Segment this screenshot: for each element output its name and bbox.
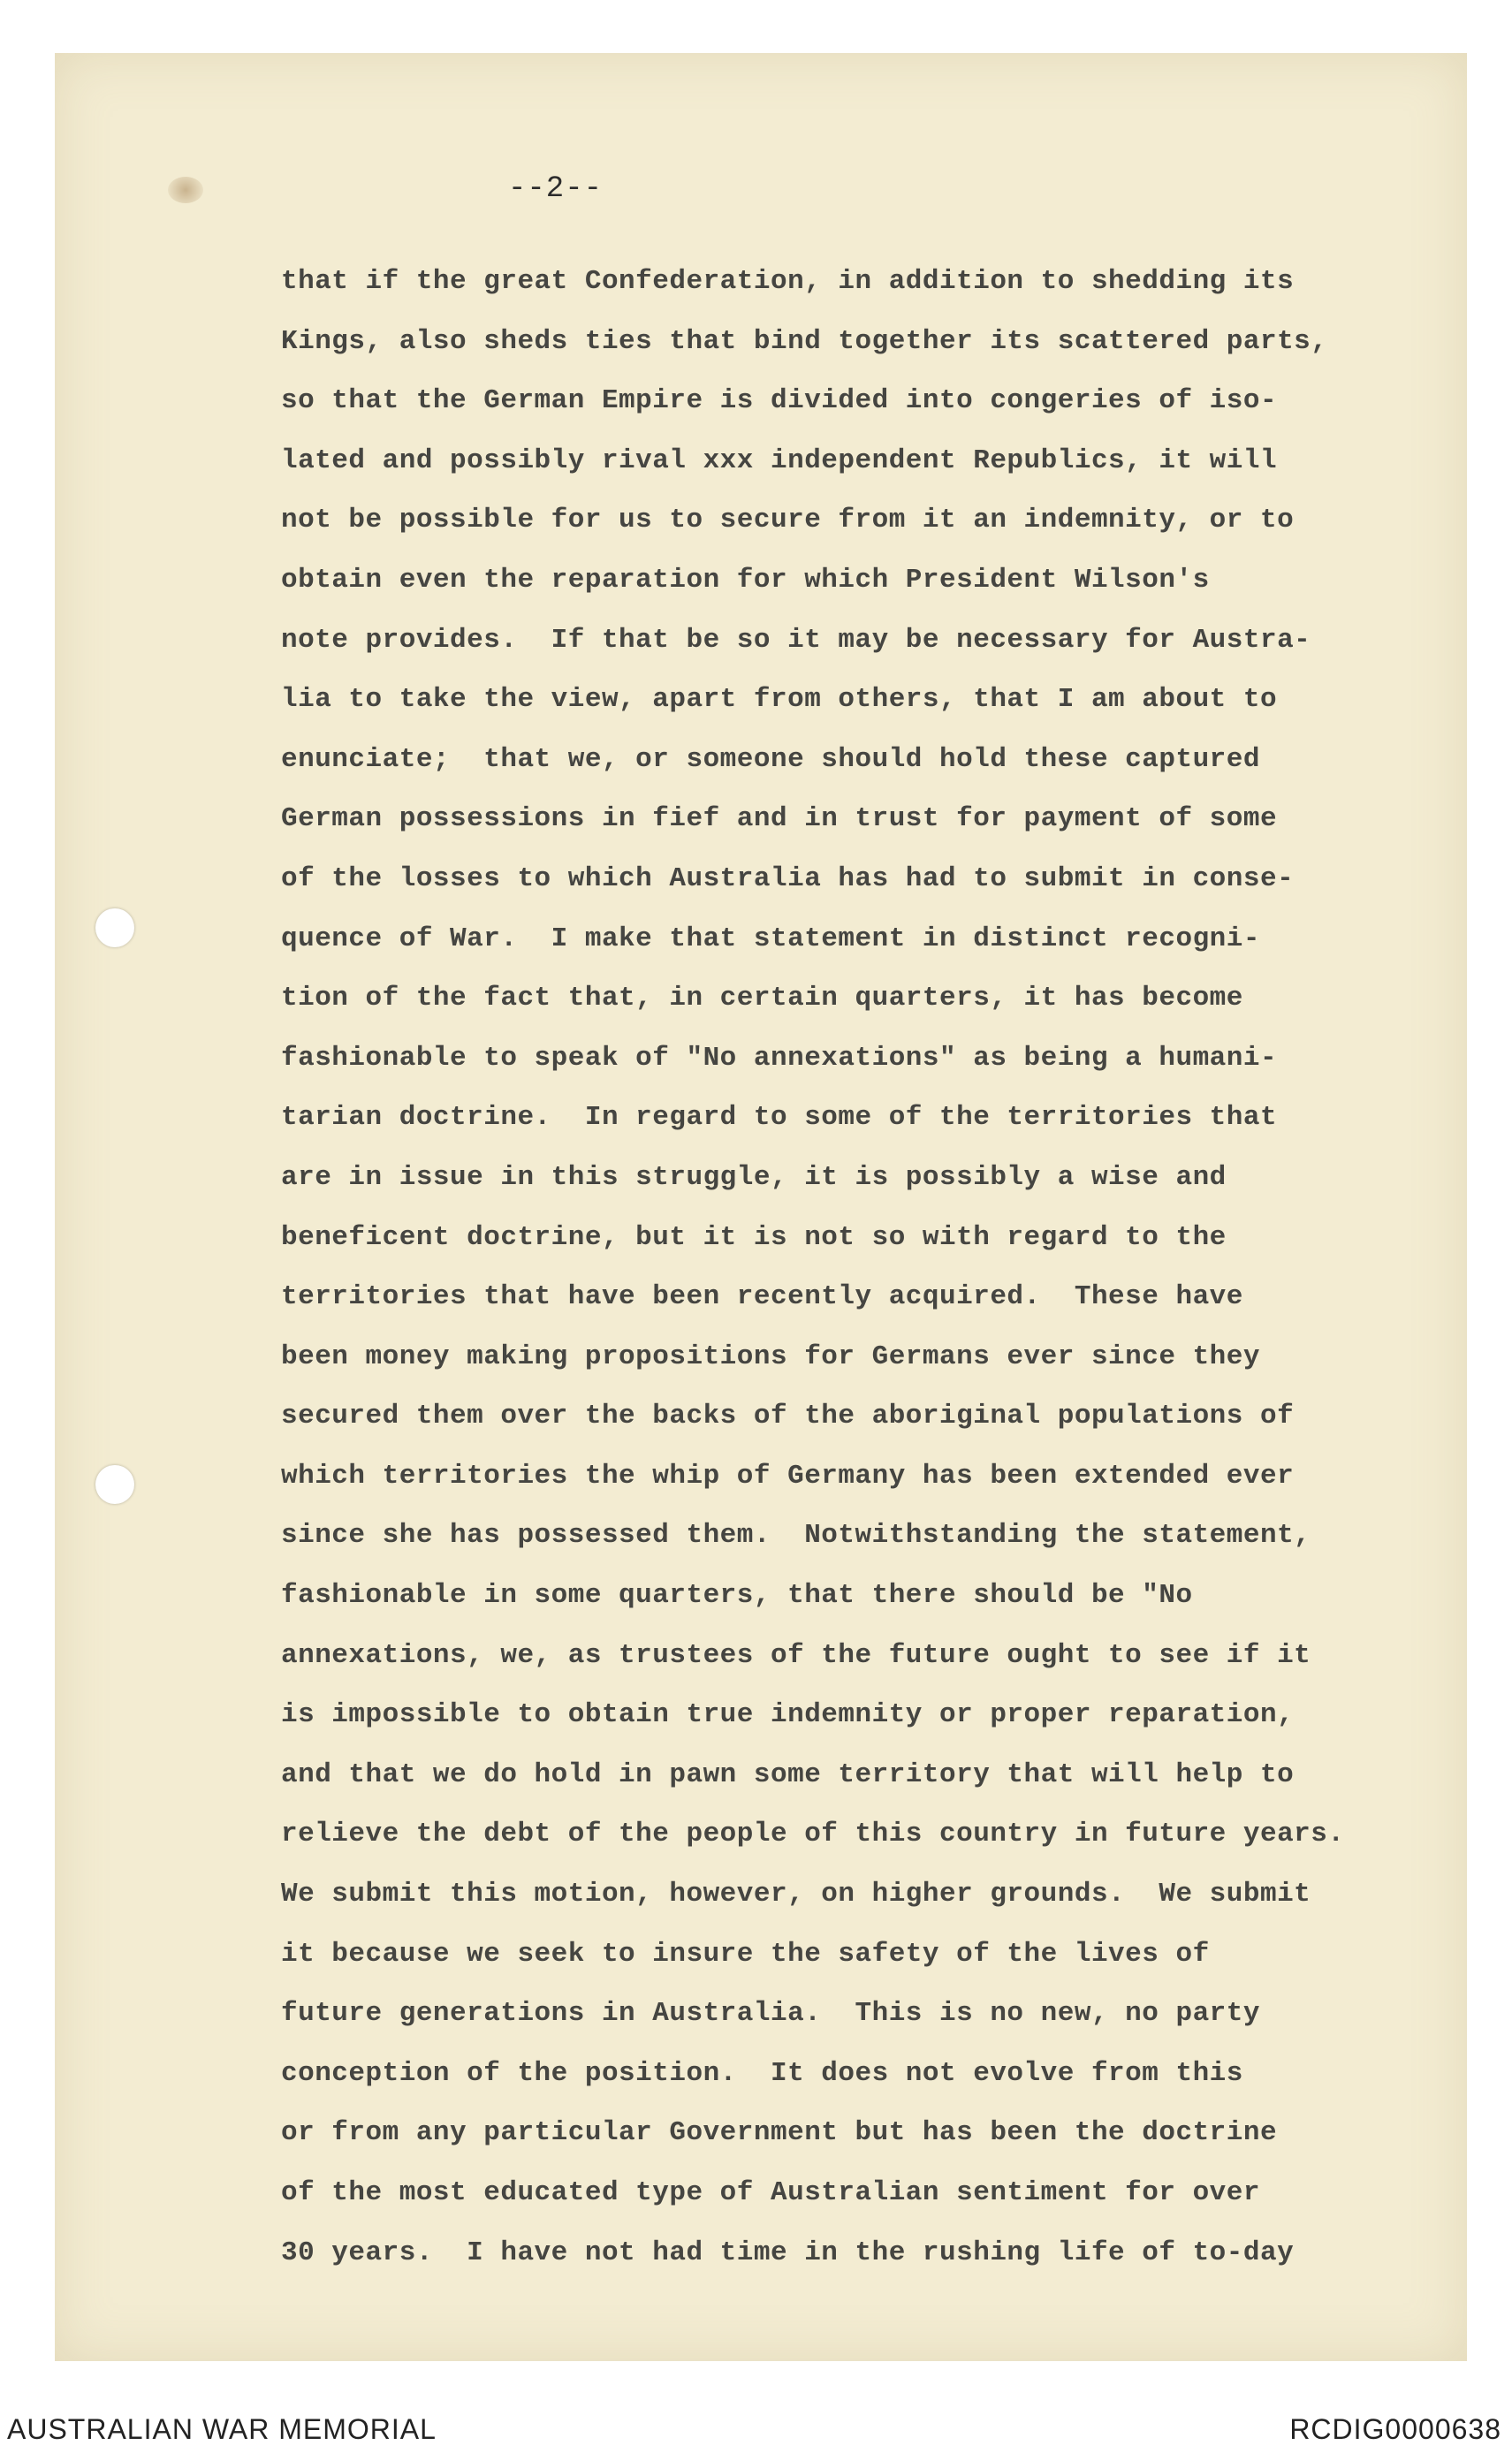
text-line: since she has possessed them. Notwithstanding the statement,: [281, 1520, 1311, 1552]
text-line: obtain even the reparation for which President Wilson's: [281, 564, 1210, 596]
text-line: lated and possibly rival xxx independent Republics, it will: [281, 444, 1278, 476]
typed-body-text: [281, 252, 1412, 2282]
text-line: not be possible for us to secure from it an indemnity, or to: [281, 505, 1295, 536]
text-line: which territories the whip of Germany has been extended ever: [281, 1460, 1295, 1492]
punch-hole-lower: [95, 1465, 134, 1504]
text-line: beneficent doctrine, but it is not so with regard to the: [281, 1221, 1227, 1253]
text-line: quence of War. I make that statement in distinct recogni-: [281, 923, 1260, 954]
text-line: so that the German Empire is divided into congeries of iso-: [281, 385, 1278, 417]
text-line: We submit this motion, however, on higher grounds. We submit: [281, 1879, 1311, 1910]
archive-name: AUSTRALIAN WAR MEMORIAL: [7, 2413, 437, 2445]
text-line: note provides. If that be so it may be necessary for Austra-: [281, 624, 1311, 656]
text-line: that if the great Confederation, in addition to shedding its: [281, 266, 1295, 297]
text-line: relieve the debt of the people of this country in future years.: [281, 1819, 1345, 1850]
text-line: it because we seek to insure the safety of the lives of: [281, 1938, 1210, 1970]
rust-stain: [168, 177, 203, 203]
text-line: or from any particular Government but has been the doctrine: [281, 2117, 1278, 2149]
text-line: secured them over the backs of the aboriginal populations of: [281, 1401, 1295, 1432]
record-id: RCDIG0000638: [1289, 2413, 1501, 2445]
text-line: future generations in Australia. This is no new, no party: [281, 1998, 1260, 2030]
text-line: Kings, also sheds ties that bind together its scattered parts,: [281, 325, 1328, 357]
text-line: tion of the fact that, in certain quarters, it has become: [281, 983, 1243, 1014]
text-line: fashionable to speak of "No annexations" as being a humani-: [281, 1042, 1278, 1074]
text-line: lia to take the view, apart from others, that I am about to: [281, 684, 1278, 716]
text-line: enunciate; that we, or someone should hold these captured: [281, 743, 1260, 775]
text-line: are in issue in this struggle, it is possibly a wise and: [281, 1161, 1227, 1193]
archive-footer: [0, 2399, 1512, 2453]
text-line: territories that have been recently acquired. These have: [281, 1281, 1243, 1313]
text-line: conception of the position. It does not evolve from this: [281, 2057, 1243, 2089]
text-line: is impossible to obtain true indemnity or proper reparation,: [281, 1699, 1295, 1731]
text-line: been money making propositions for Germans ever since they: [281, 1340, 1260, 1372]
text-line: of the losses to which Australia has had to submit in conse-: [281, 862, 1295, 894]
page-number: --2--: [508, 172, 604, 206]
text-line: German possessions in fief and in trust for payment of some: [281, 803, 1278, 835]
text-line: annexations, we, as trustees of the future ought to see if it: [281, 1639, 1311, 1671]
text-line: fashionable in some quarters, that there should be "No: [281, 1580, 1193, 1612]
text-line: of the most educated type of Australian sentiment for over: [281, 2177, 1260, 2208]
text-line: tarian doctrine. In regard to some of the territories that: [281, 1102, 1278, 1134]
text-line: 30 years. I have not had time in the rushing life of to-day: [281, 2237, 1295, 2268]
text-line: and that we do hold in pawn some territory that will help to: [281, 1758, 1295, 1790]
punch-hole-upper: [95, 908, 134, 947]
